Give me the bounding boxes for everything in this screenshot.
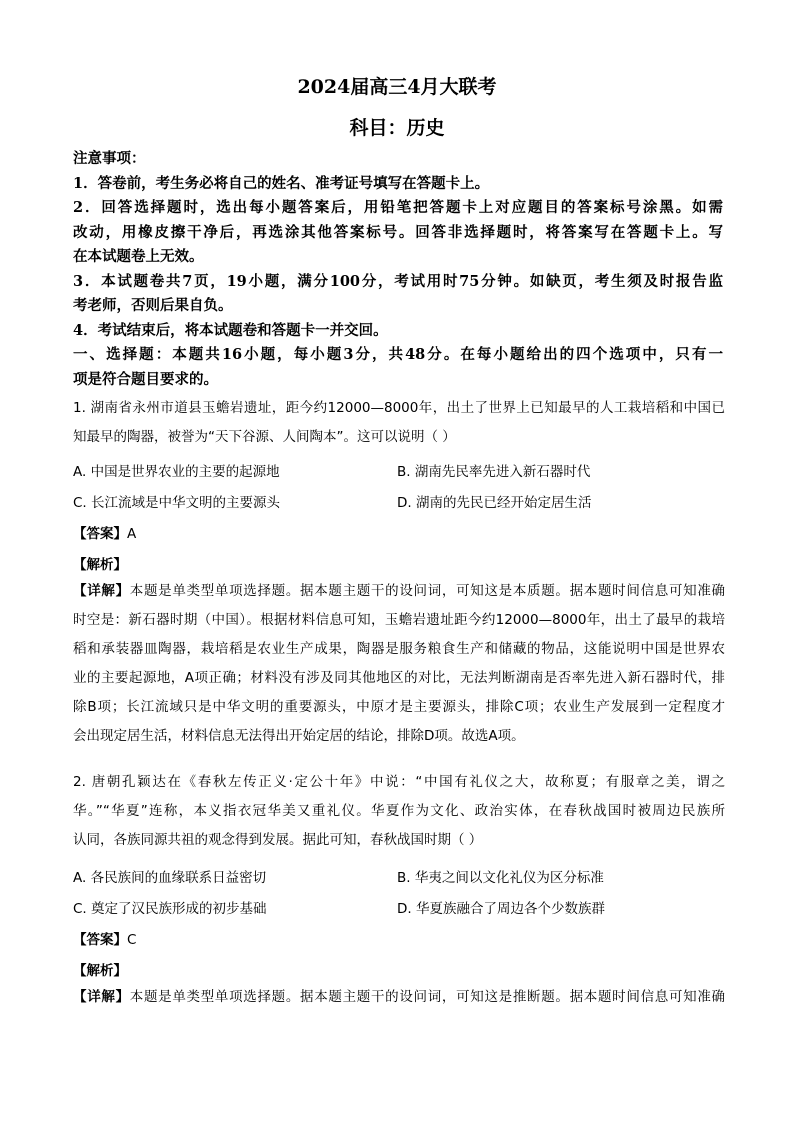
answer-label: 【答案】 [73, 932, 127, 948]
detail-line [73, 577, 725, 606]
detail-line [73, 983, 725, 1012]
q1-option-b: B. 湖南先民率先进入新石器时代 [397, 464, 591, 480]
section-line: 一、选择题：本题共16小题，每小题3分，共48分。在每小题给出的四个选项中，只有一 [73, 346, 723, 363]
q2-detail [73, 983, 725, 1012]
answer-label: 【答案】 [73, 526, 127, 542]
detail-label: 【详解】 [73, 989, 130, 1005]
q1-option-d: D. 湖南的先民已经开始定居生活 [397, 495, 592, 511]
detail-line: 稻和承装器皿陶器，栽培稻是农业生产成果，陶器是服务粮食生产和储藏的物品，这能说明中国是世界农 [73, 641, 725, 657]
notice-line: 在本试题卷上无效。 [73, 248, 204, 265]
q2-option-a: A. 各民族间的血缘联系日益密切 [73, 870, 267, 886]
q2-analysis-label [73, 959, 127, 979]
question-line: 2. 唐朝孔颖达在《春秋左传正义·定公十年》中说：“中国有礼仪之大，故称夏；有服章之美，谓之 [73, 774, 725, 790]
notice-line: 1．答卷前，考生务必将自己的姓名、准考证号填写在答题卡上。 [73, 174, 490, 192]
analysis-label: 【解析】 [73, 557, 127, 573]
notice-line: 2．回答选择题时，选出每小题答案后，用铅笔把答题卡上对应题目的答案标号涂黑。如需 [73, 199, 723, 216]
q1-answer [73, 522, 136, 542]
q1-analysis-label [73, 553, 127, 573]
detail-line: 除B项；长江流域只是中华文明的重要源头，中原才是主要源头，排除C项；农业生产发展到一定程度才 [73, 699, 725, 715]
section-line: 项是符合题目要求的。 [73, 370, 218, 388]
section-heading [73, 343, 723, 392]
question-line: 认同，各族同源共祖的观念得到发展。据此可知，春秋战国时期（ ） [73, 832, 483, 848]
detail-text: 本题是单类型单项选择题。据本题主题干的设问词，可知这是本质题。据本题时间信息可知准确 [129, 583, 726, 599]
detail-line: 业的主要起源地，A项正确；材料没有涉及同其他地区的对比，无法判断湖南是否率先进入新石器时代，排 [73, 670, 725, 686]
question-2-stem [73, 768, 725, 855]
q1-detail [73, 577, 725, 751]
question-line: 知最早的陶器，被誉为“天下谷源、人间陶本”。这可以说明（ ） [73, 429, 456, 445]
exam-subject: 科目：历史 [349, 117, 445, 139]
detail-text: 本题是单类型单项选择题。据本题主题干的设问词，可知这是推断题。据本题时间信息可知准确 [129, 989, 726, 1005]
q2-answer [73, 928, 136, 948]
notice-block [73, 147, 723, 343]
detail-line: 时空是：新石器时期（中国）。根据材料信息可知，玉蟾岩遗址距今约12000—8000年，出土了最早的栽培 [73, 612, 725, 628]
notice-line: 3．本试题卷共7页，19小题，满分100分，考试用时75分钟。如缺页，考生须及时报告监 [73, 272, 723, 290]
analysis-label: 【解析】 [73, 963, 127, 979]
detail-line: 会出现定居生活，材料信息无法得出开始定居的结论，排除D项。故选A项。 [73, 728, 525, 744]
q2-option-b: B. 华夷之间以文化礼仪为区分标准 [397, 870, 604, 886]
q1-option-a: A. 中国是世界农业的主要的起源地 [73, 464, 280, 480]
q2-option-d: D. 华夏族融合了周边各个少数族群 [397, 901, 605, 917]
q2-option-c: C. 奠定了汉民族形成的初步基础 [73, 901, 267, 917]
answer-value: A [127, 526, 137, 542]
detail-label: 【详解】 [73, 583, 130, 599]
question-1-stem [73, 394, 725, 452]
question-line: 华。”“华夏”连称，本义指衣冠华美又重礼仪。华夏作为文化、政治实体，在春秋战国时被周边民族所 [73, 803, 725, 819]
q1-option-c: C. 长江流域是中华文明的主要源头 [73, 495, 281, 511]
exam-title: 2024届高三4月大联考 [297, 76, 497, 98]
notice-heading: 注意事项： [73, 150, 146, 167]
answer-value: C [127, 932, 137, 948]
question-line: 1. 湖南省永州市道县玉蟾岩遗址，距今约12000—8000年，出土了世界上已知最早的人工栽培稻和中国已 [73, 400, 725, 416]
notice-line: 改动，用橡皮擦干净后，再选涂其他答案标号。回答非选择题时，将答案写在答题卡上。写 [73, 223, 723, 241]
notice-line: 考老师，否则后果自负。 [73, 297, 233, 314]
notice-line: 4．考试结束后，将本试题卷和答题卡一并交回。 [73, 321, 388, 339]
